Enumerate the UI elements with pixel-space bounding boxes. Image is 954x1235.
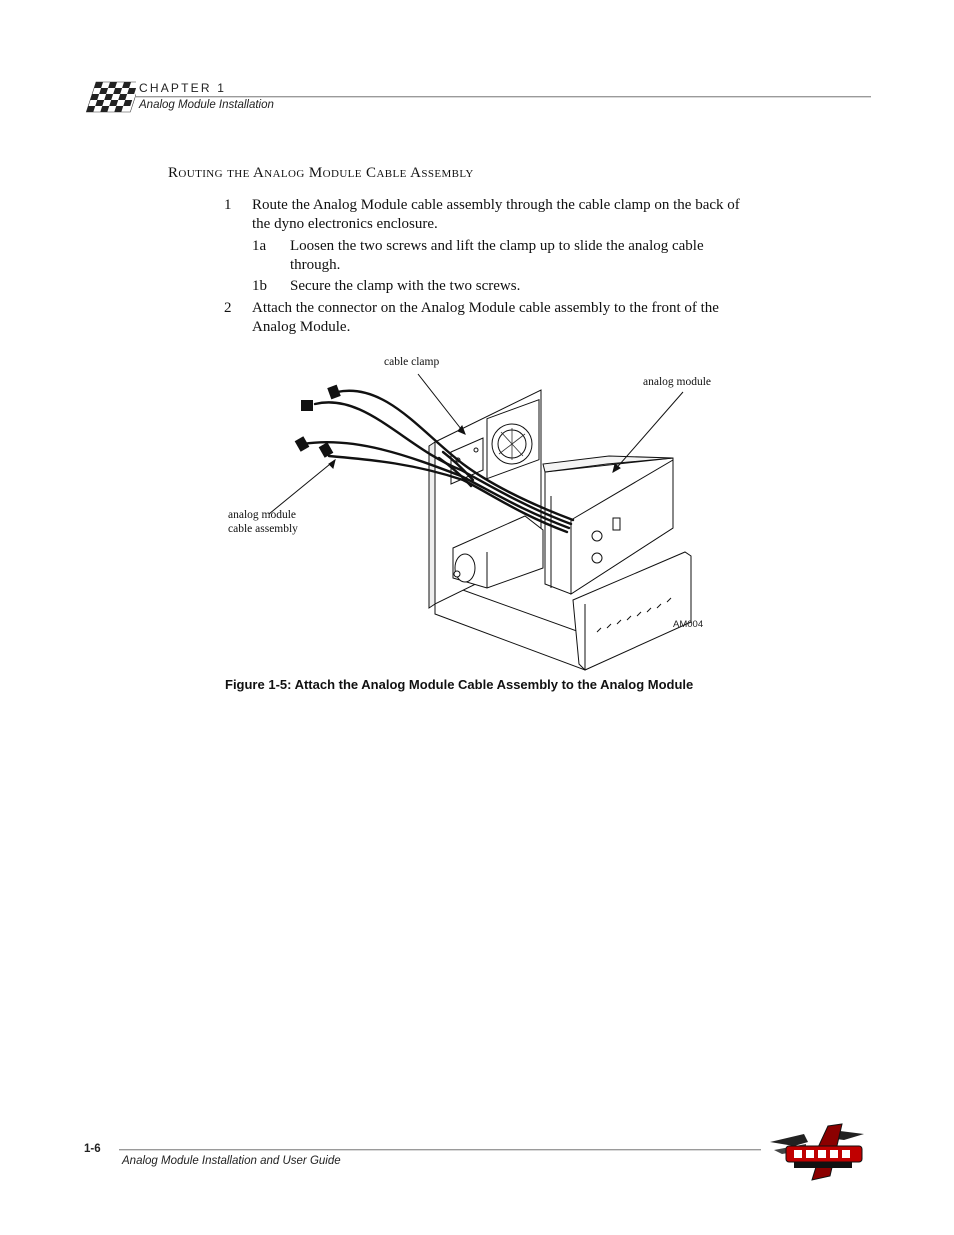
- step-text-line: the dyno electronics enclosure.: [252, 216, 438, 232]
- enclosure-illustration: [225, 352, 735, 672]
- figure-caption: Figure 1-5: Attach the Analog Module Cable Assembly to the Analog Module: [225, 677, 694, 692]
- connector-icon: [295, 436, 310, 451]
- module-knob-2: [592, 553, 602, 563]
- module-knob-1: [592, 531, 602, 541]
- step-1b: [252, 277, 812, 297]
- label-line: analog module: [228, 509, 297, 521]
- footer-title: Analog Module Installation and User Guide: [122, 1155, 341, 1167]
- leader-cable-assembly: [269, 460, 335, 514]
- step-text: Secure the clamp with the two screws.: [290, 278, 521, 294]
- chapter-subtitle: Analog Module Installation: [139, 99, 274, 111]
- connector-icon: [327, 385, 341, 400]
- figure-code: AM004: [673, 619, 704, 630]
- step-text-line: Loosen the two screws and lift the clamp up to slide the analog cable: [290, 238, 704, 254]
- label-line: cable assembly: [228, 523, 298, 535]
- page-number: 1-6: [84, 1143, 101, 1155]
- cable-connectors: [295, 385, 341, 458]
- step-text-line: through.: [290, 257, 341, 273]
- step-number: 1: [224, 197, 232, 213]
- label-analog-module: analog module: [643, 376, 712, 388]
- module-switch: [613, 518, 620, 530]
- step-text: [290, 237, 810, 275]
- checkered-flag-icon: [78, 76, 136, 122]
- step-number: 2: [224, 300, 232, 316]
- step-1: [224, 196, 824, 236]
- step-text-line: Attach the connector on the Analog Module cable assembly to the front of the: [252, 300, 719, 316]
- label-cable-assembly: [228, 508, 298, 536]
- leader-cable-clamp: [418, 374, 465, 434]
- step-number: 1a: [252, 238, 267, 254]
- step-text-line: Route the Analog Module cable assembly through the cable clamp on the back of: [252, 197, 740, 213]
- dynojet-logo-icon: [764, 1120, 872, 1182]
- step-number: 1b: [252, 278, 267, 294]
- step-text: [252, 299, 822, 337]
- header-divider: [136, 96, 871, 98]
- footer-divider: [119, 1149, 761, 1151]
- connector-icon: [301, 400, 313, 411]
- step-text-line: Analog Module.: [252, 319, 351, 335]
- step-1a: [252, 237, 812, 277]
- section-title: Routing the Analog Module Cable Assembly: [168, 165, 474, 181]
- chapter-label: CHAPTER 1: [139, 81, 227, 95]
- step-2: [224, 299, 824, 339]
- figure-analog-module-install: [225, 352, 735, 672]
- label-cable-clamp: cable clamp: [384, 356, 440, 368]
- step-text: [252, 196, 822, 234]
